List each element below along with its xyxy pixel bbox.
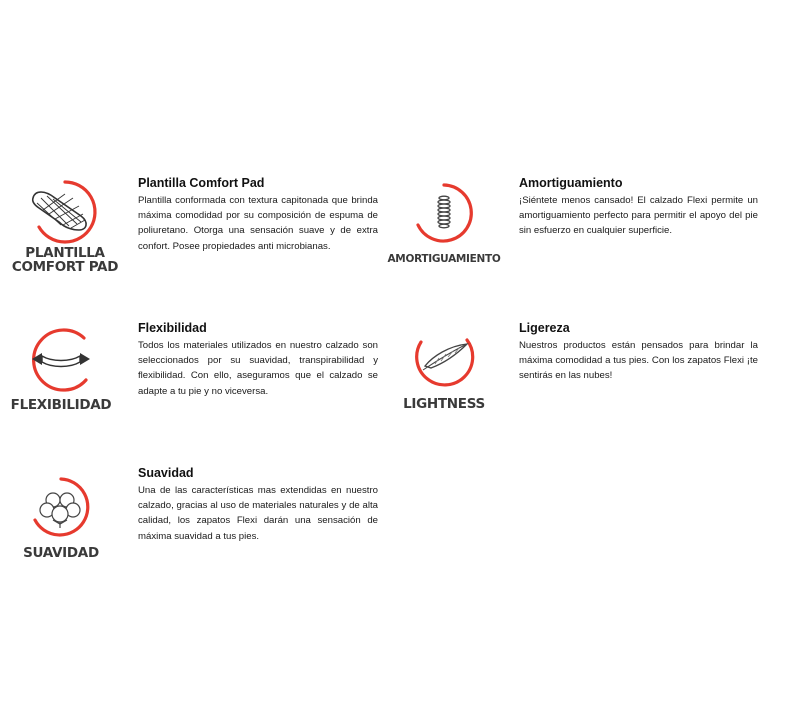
- text-block-flexibilidad: [138, 321, 378, 399]
- icon-label-ligereza: LIGHTNESS: [403, 396, 485, 412]
- icon-block-amortiguamiento: [386, 182, 502, 265]
- feather-icon: [409, 326, 479, 390]
- icon-label-suavidad: SUAVIDAD: [23, 545, 99, 561]
- feature-desc-ligereza: Nuestros productos están pensados para brindar la máxima comodidad a tus pies. Con los zapatos Flexi ¡te sentirás en las nubes!: [519, 340, 758, 382]
- insole-icon: [25, 176, 105, 248]
- text-block-plantilla: [138, 176, 378, 254]
- icon-label-flexibilidad: FLEXIBILIDAD: [10, 397, 112, 413]
- feature-desc-flexibilidad: Todos los materiales utilizados en nuestro calzado son seleccionados por su suavidad, transpirabilidad y flexibilidad. Con ello, aseguramos que el calzado se adapte a tu pie y no viceversa.: [138, 340, 378, 397]
- feature-title-amortiguamiento: Amortiguamiento: [519, 176, 623, 190]
- feature-title-suavidad: Suavidad: [138, 466, 194, 480]
- feature-title-plantilla: Plantilla Comfort Pad: [138, 176, 265, 190]
- spring-icon: [412, 182, 476, 246]
- feature-title-ligereza: Ligereza: [519, 321, 570, 335]
- icon-label-plantilla-line2: COMFORT PAD: [11, 259, 119, 276]
- icon-block-plantilla: [10, 176, 120, 274]
- icon-block-suavidad: [6, 476, 116, 560]
- icon-label-amortiguamiento: AMORTIGUAMIENTO: [387, 253, 501, 265]
- text-block-ligereza: [519, 321, 758, 384]
- feature-title-flexibilidad: Flexibilidad: [138, 321, 207, 335]
- flexible-arrows-icon: [22, 326, 100, 394]
- feature-desc-plantilla: Plantilla conformada con textura capitonada que brinda máxima comodidad por su composición de espuma de poliuretano. Otorga una sensación suave y de extra confort. Posee propiedades anti microbianas.: [138, 195, 378, 252]
- feature-desc-suavidad: Una de las características mas extendidas en nuestro calzado, gracias al uso de materiales naturales y de alta calidad, los zapatos Flexi darán una sensación de máxima suavidad a tus pies.: [138, 485, 378, 542]
- icon-label-plantilla-line1: PLANTILLA: [25, 245, 105, 261]
- cotton-icon: [23, 476, 99, 540]
- feature-desc-amortiguamiento: ¡Siéntete menos cansado! El calzado Flexi permite un amortiguamiento perfecto para permitir el apoyo del pie sin esfuerzo en cualquier superficie.: [519, 195, 758, 237]
- icon-block-ligereza: [386, 326, 502, 411]
- text-block-amortiguamiento: [519, 176, 758, 239]
- text-block-suavidad: [138, 466, 378, 544]
- icon-block-flexibilidad: [6, 326, 116, 412]
